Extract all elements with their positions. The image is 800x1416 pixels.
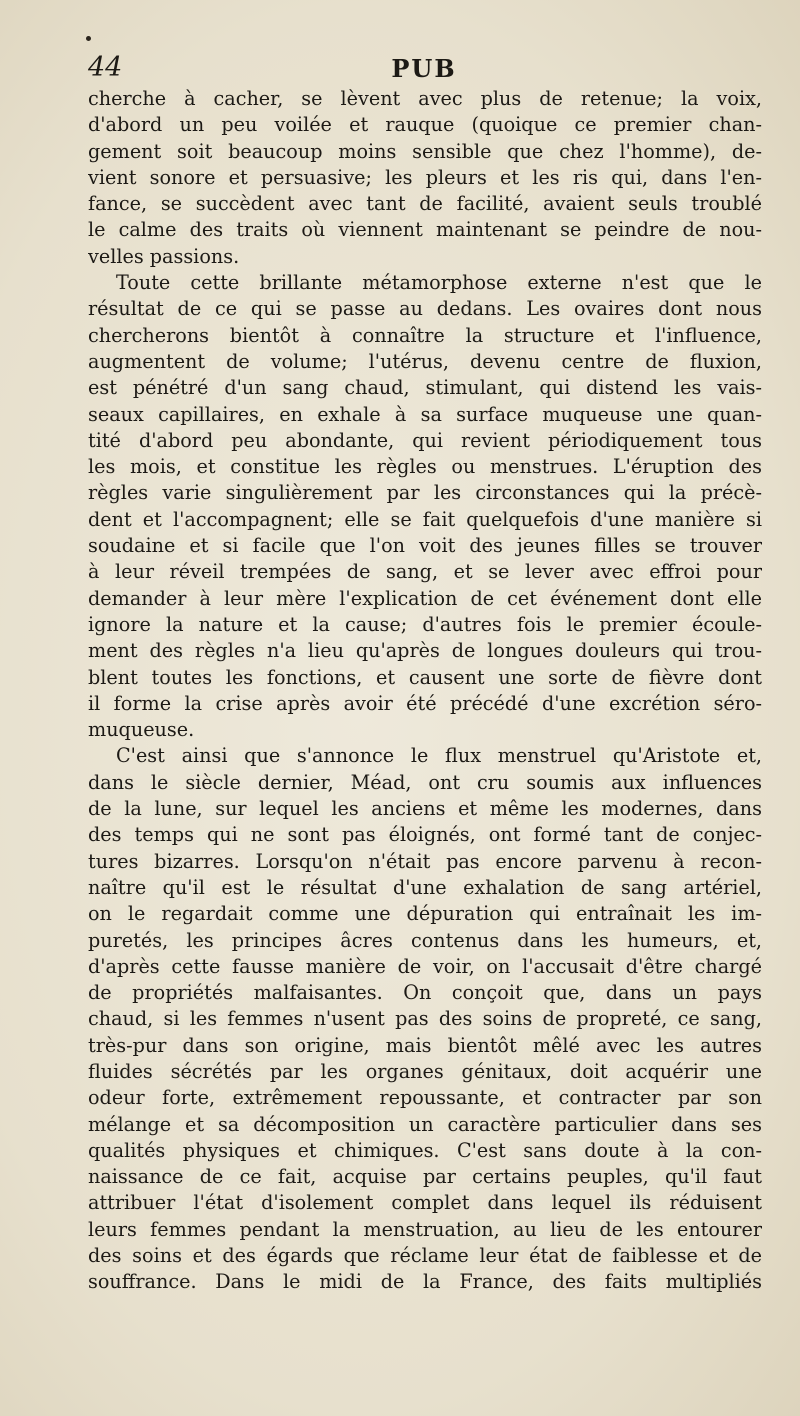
text-line: fance, se succèdent avec tant de facilité, avaient seuls troublé [88,192,762,216]
text-line: à leur réveil trempées de sang, et se lever avec effroi pour [88,560,762,584]
text-line: dans le siècle dernier, Méad, ont cru soumis aux influences [88,770,762,794]
text-line: augmentent de volume; l'utérus, devenu centre de fluxion, [88,349,762,373]
text-line: attribuer l'état d'isolement complet dans lequel ils réduisent [88,1191,762,1215]
text-line: velles passions. [88,244,240,268]
text-line: tité d'abord peu abondante, qui revient périodiquement tous [88,428,762,452]
text-line: des soins et des égards que réclame leur état de faiblesse et de [88,1244,762,1268]
text-line: les mois, et constitue les règles ou menstrues. L'éruption des [88,455,762,479]
text-line: le calme des traits où viennent maintenant se peindre de nou- [88,218,762,242]
page-number: 44 [88,52,123,83]
body-text [88,86,762,1296]
text-line: des temps qui ne sont pas éloignés, ont formé tant de conjec- [88,823,762,847]
text-line: souffrance. Dans le midi de la France, des faits multipliés [88,1270,762,1294]
text-line: cherche à cacher, se lèvent avec plus de retenue; la voix, [88,87,762,110]
text-line: dent et l'accompagnent; elle se fait quelquefois d'une manière si [88,507,762,531]
text-line: on le regardait comme une dépuration qui entraînait les im- [88,902,762,926]
text-line: ignore la nature et la cause; d'autres fois le premier écoule- [88,612,762,636]
text-line: puretés, les principes âcres contenus dans les humeurs, et, [88,928,762,952]
text-line: soudaine et si facile que l'on voit des jeunes filles se trouver [88,534,762,558]
text-line: très-pur dans son origine, mais bientôt mêlé avec les autres [88,1033,762,1057]
page-header [88,52,760,86]
text-line: blent toutes les fonctions, et causent une sorte de fièvre dont [88,665,762,689]
text-line: gement soit beaucoup moins sensible que chez l'homme), de- [88,139,762,163]
text-line: est pénétré d'un sang chaud, stimulant, qui distend les vais- [88,376,762,400]
text-line: fluides sécrétés par les organes génitaux, doit acquérir une [88,1059,762,1083]
text-line: ment des règles n'a lieu qu'après de longues douleurs qui trou- [88,639,762,663]
text-line: naissance de ce fait, acquise par certains peuples, qu'il faut [88,1165,762,1189]
paragraph-start: Toute cette brillante métamorphose externe n'est que le [116,271,762,295]
paragraph-start: C'est ainsi que s'annonce le flux menstruel qu'Aristote et, [116,744,762,768]
text-line: résultat de ce qui se passe au dedans. Les ovaires dont nous [88,297,762,321]
text-line: il forme la crise après avoir été précédé d'une excrétion séro- [88,691,762,715]
text-line: tures bizarres. Lorsqu'on n'était pas encore parvenu à recon- [88,849,762,873]
text-line: vient sonore et persuasive; les pleurs et les ris qui, dans l'en- [88,165,762,189]
text-line: de la lune, sur lequel les anciens et même les modernes, dans [88,797,762,821]
text-line: d'après cette fausse manière de voir, on l'accusait d'être chargé [88,954,762,978]
text-line: qualités physiques et chimiques. C'est sans doute à la con- [88,1138,762,1162]
ink-dot [86,36,91,41]
text-line: naître qu'il est le résultat d'une exhalation de sang artériel, [88,875,762,899]
text-line: muqueuse. [88,718,195,742]
text-line: règles varie singulièrement par les circonstances qui la précè- [88,481,762,505]
text-line: leurs femmes pendant la menstruation, au lieu de les entourer [88,1217,762,1241]
text-line: chercherons bientôt à connaître la structure et l'influence, [88,323,762,347]
text-line: d'abord un peu voilée et rauque (quoique ce premier chan- [88,113,762,137]
text-line: de propriétés malfaisantes. On conçoit que, dans un pays [88,981,762,1005]
text-line: mélange et sa décomposition un caractère particulier dans ses [88,1112,762,1136]
running-head: PUB [391,54,457,83]
text-line: demander à leur mère l'explication de cet événement dont elle [88,586,762,610]
text-line: chaud, si les femmes n'usent pas des soins de propreté, ce sang, [88,1007,762,1031]
text-line: seaux capillaires, en exhale à sa surface muqueuse une quan- [88,402,762,426]
text-line: odeur forte, extrêmement repoussante, et contracter par son [88,1086,762,1110]
